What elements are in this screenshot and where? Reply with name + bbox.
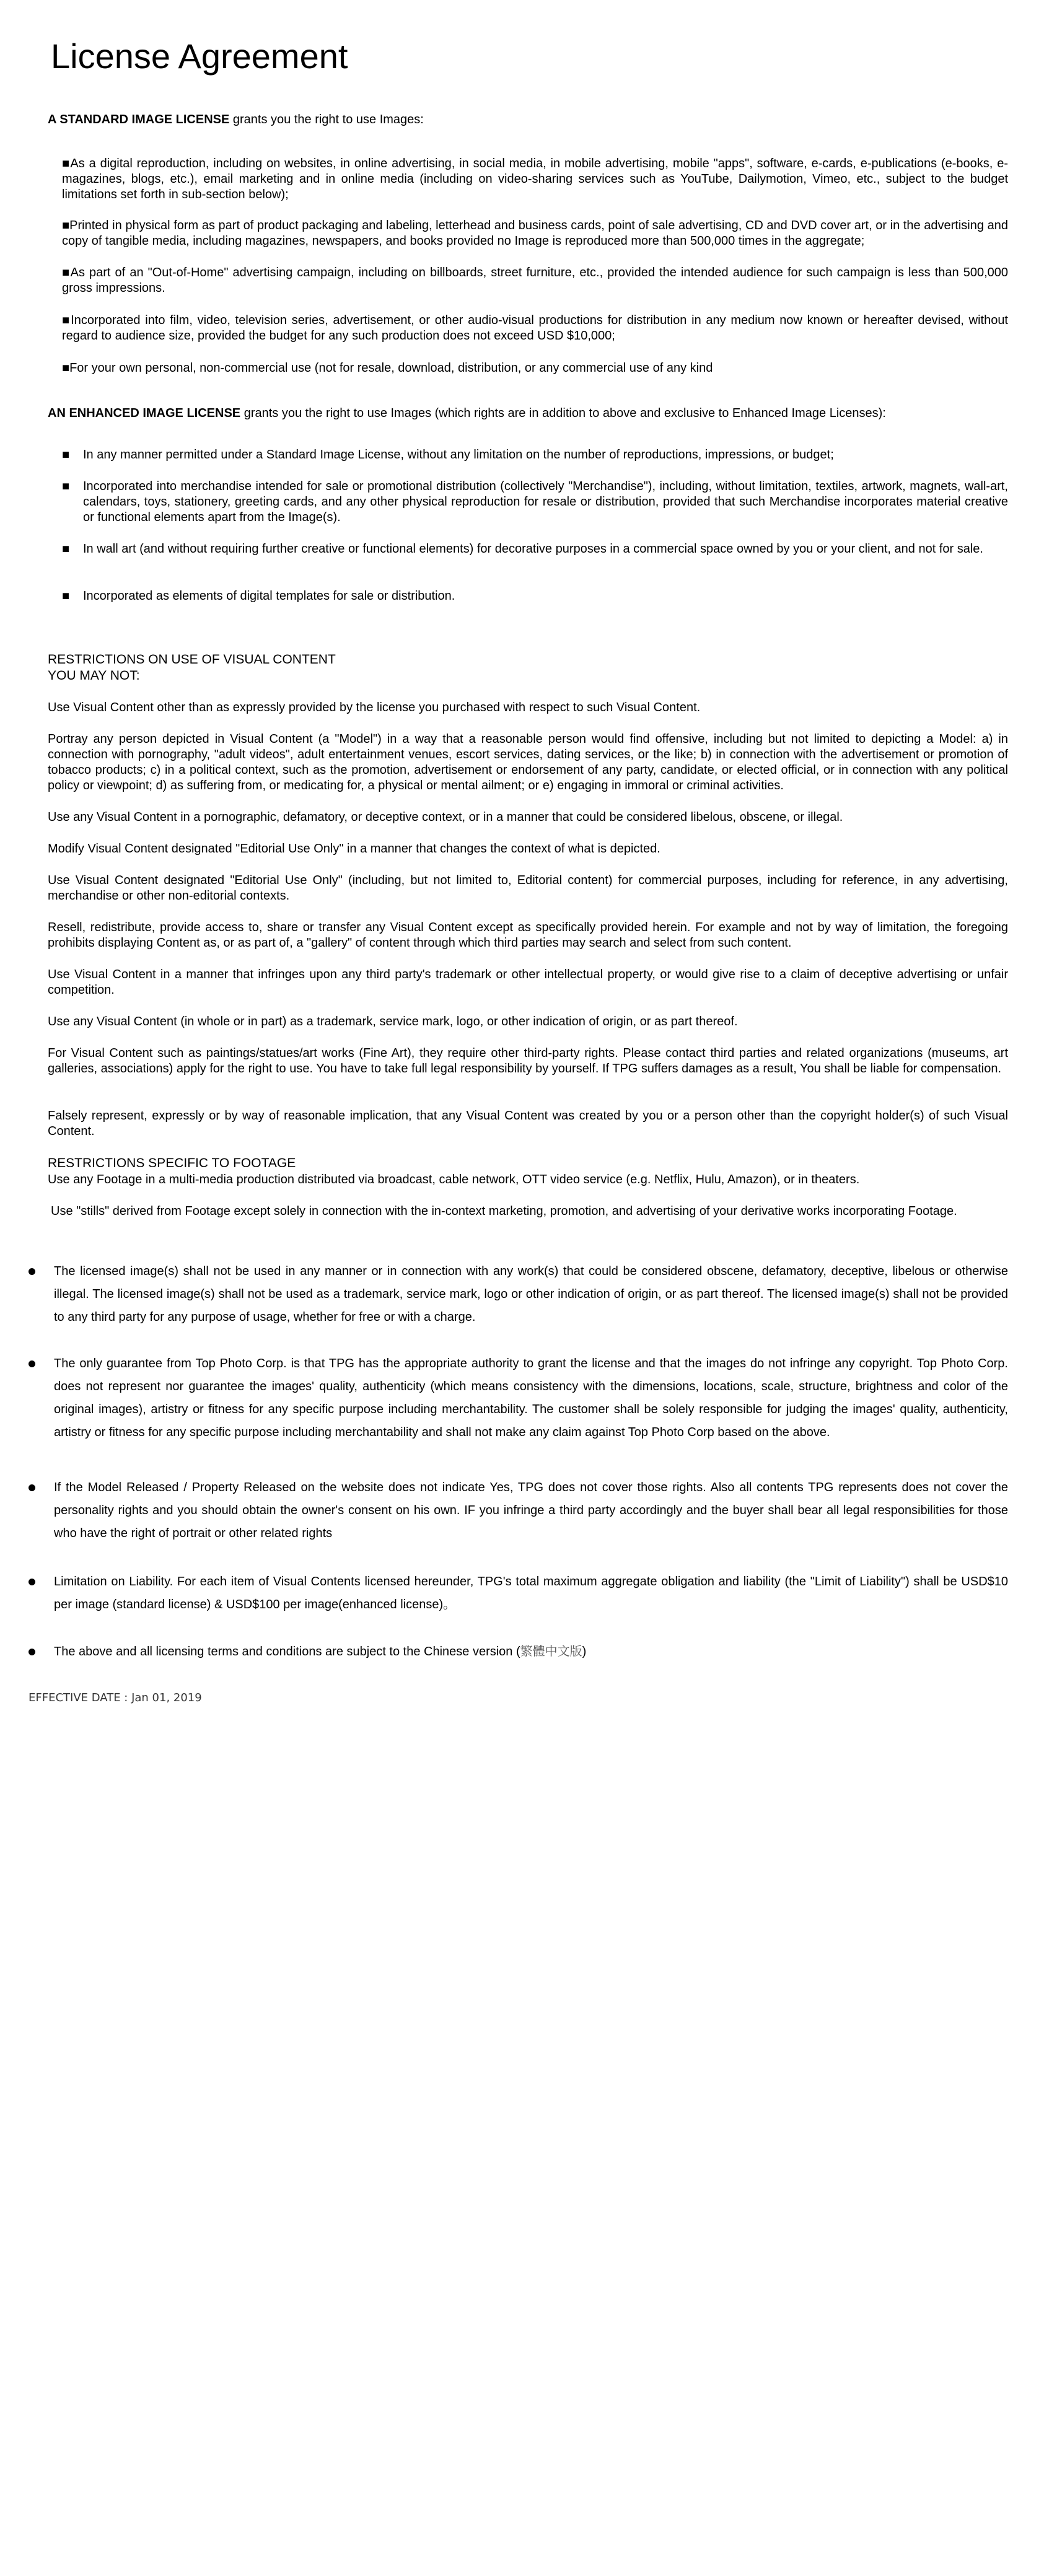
chinese-version-link[interactable]: 繁體中文版 (520, 1645, 582, 1658)
footage-paragraph: Use "stills" derived from Footage except solely in connection with the in-context marketing, promotion, and advertising of your derivative works incorporating Footage. (51, 1204, 957, 1218)
bullet-dot-icon (29, 1268, 35, 1275)
restriction-paragraph: Portray any person depicted in Visual Content (a "Model") in a way that a reasonable person would find offensive, including but not limited to depicting a Model: a) in connection with pornography, "adult videos", adult entertainment venues, escort services, dating services, or the like; b) in connection with the advertisement or promotion of tobacco products; c) in a political context, such as the promotion, advertisement or endorsement of any party, candidate, or elected official, or in connection with any political policy or viewpoint; d) as suffering from, or medicating for, a physical or mental ailment; or e) engaging in immoral or criminal activities. (48, 732, 1008, 792)
restriction-paragraph: Use any Visual Content (in whole or in part) as a trademark, service mark, logo, or other indication of origin, or as part thereof. (48, 1015, 738, 1028)
terms-bullet: Limitation on Liability. For each item of Visual Contents licensed hereunder, TPG's total maximum aggregate obligation and liability (the "Limit of Liability") shall be USD$10 per image (standard license) & USD$100 per image(enhanced license)。 (29, 1571, 1008, 1616)
enhanced-item: ■ Incorporated into merchandise intended for sale or promotional distribution (collectively "Merchandise"), including, without limitation, textiles, artwork, magnets, wall-art, calendars, toys, stationery, greeting cards, and any other physical reproduction for resale or distribution, provided that such Merchandise incorporates material creative or functional elements apart from the Image(s). (62, 480, 1008, 524)
square-bullet-icon: ■ (62, 448, 70, 462)
enhanced-item: ■ In any manner permitted under a Standard Image License, without any limitation on the number of reproductions, impressions, or budget; (62, 448, 834, 462)
standard-item-film: ■Incorporated into film, video, television series, advertisement, or other audio-visual productions for distribution in any medium now known or hereafter devised, without regard to audience size, provided the budget for any such production does not exceed USD $10,000; (62, 313, 1008, 343)
enhanced-item: ■ Incorporated as elements of digital templates for sale or distribution. (62, 589, 455, 603)
restriction-paragraph: Use Visual Content other than as expressly provided by the license you purchased with respect to such Visual Content. (48, 701, 701, 714)
standard-license-text: grants you the right to use Images: (229, 113, 424, 126)
restriction-paragraph: Use Visual Content designated "Editorial Use Only" (including, but not limited to, Editorial content) for commercial purposes, including for reference, in any advertising, merchandise or other non-editorial contexts. (48, 874, 1008, 903)
enhanced-license-lead (48, 405, 996, 421)
restrictions-heading: RESTRICTIONS ON USE OF VISUAL CONTENT (48, 652, 336, 667)
square-bullet-icon: ■ (62, 480, 70, 493)
bullet-dot-icon (29, 1579, 35, 1585)
restriction-paragraph: Falsely represent, expressly or by way of reasonable implication, that any Visual Content was created by you or a person other than the copyright holder(s) of such Visual Content. (48, 1109, 1008, 1138)
restriction-paragraph: Use any Visual Content in a pornographic, defamatory, or deceptive context, or in a manner that could be considered libelous, obscene, or illegal. (48, 810, 843, 824)
standard-license-lead (48, 112, 996, 128)
enhanced-item: ■ In wall art (and without requiring further creative or functional elements) for decorative purposes in a commercial space owned by you or your client, and not for sale. (62, 542, 983, 556)
standard-item-out-of-home: ■As part of an "Out-of-Home" advertising campaign, including on billboards, street furniture, etc., provided the intended audience for such campaign is less than 500,000 gross impressions. (62, 266, 1008, 295)
terms-bullet: The above and all licensing terms and conditions are subject to the Chinese version (繁體中文版) (29, 1641, 1008, 1663)
restriction-paragraph: Use Visual Content in a manner that infringes upon any third party's trademark or other intellectual property, or would give rise to a claim of deceptive advertising or unfair competition. (48, 968, 1008, 997)
effective-date: EFFECTIVE DATE : Jan 01, 2019 (29, 1691, 202, 1704)
restriction-paragraph: Resell, redistribute, provide access to, share or transfer any Visual Content except as specifically provided herein. For example and not by way of limitation, the foregoing prohibits displaying Content as, or as part of, a "gallery" of content through which third parties may search and select from such content. (48, 921, 1008, 950)
enhanced-license-text: grants you the right to use Images (which rights are in addition to above and exclusive to Enhanced Image Licenses): (240, 406, 886, 420)
square-bullet-icon: ■ (62, 542, 70, 556)
square-bullet-icon: ■ (62, 589, 70, 603)
restriction-paragraph: For Visual Content such as paintings/statues/art works (Fine Art), they require other third-party rights. Please contact third parties and related organizations (museums, art galleries, associations) apply for the right to use. You have to take full legal responsibility by yourself. If TPG suffers damages as a result, You shall be liable for compensation. (48, 1046, 1008, 1076)
terms-bullet: The licensed image(s) shall not be used in any manner or in connection with any work(s) that could be considered obscene, defamatory, deceptive, libelous or otherwise illegal. The licensed image(s) shall not be used as a trademark, service mark, logo or other indication of origin, or as part thereof. The licensed image(s) shall not be provided to any third party for any purpose of usage, whether for free or with a charge. (29, 1260, 1008, 1329)
bullet-dot-icon (29, 1360, 35, 1367)
you-may-not-heading: YOU MAY NOT: (48, 668, 140, 683)
restriction-paragraph: Modify Visual Content designated "Editorial Use Only" in a manner that changes the context of what is depicted. (48, 842, 660, 856)
standard-item-digital: ■As a digital reproduction, including on websites, in online advertising, in social media, in mobile advertising, mobile "apps", software, e-cards, e-publications (e-books, e-magazines, blogs, etc.), email marketing and in online media (including on video-sharing services such as YouTube, Dailymotion, Vimeo, etc., subject to the budget limitations set forth in sub-section below); (62, 157, 1008, 201)
standard-item-printed: ■Printed in physical form as part of product packaging and labeling, letterhead and business cards, point of sale advertising, CD and DVD cover art, or in the advertising and copy of tangible media, including magazines, newspapers, and books provided no Image is reproduced more than 500,000 times in the aggregate; (62, 219, 1008, 248)
bullet-dot-icon (29, 1484, 35, 1491)
bullet-dot-icon (29, 1649, 35, 1655)
terms-bullet: If the Model Released / Property Released on the website does not indicate Yes, TPG does not cover those rights. Also all contents TPG represents does not cover the personality rights and you should obtain the owner's consent on his own. IF you infringe a third party accordingly and the buyer shall bear all legal responsibilities for those who have the right of portrait or other related rights (29, 1476, 1008, 1545)
terms-bullet: The only guarantee from Top Photo Corp. is that TPG has the appropriate authority to grant the license and that the images do not infringe any copyright. Top Photo Corp. does not represent nor guarantee the images' quality, authenticity (which means consistency with the dimensions, locations, scale, structure, brightness and color of the original images), artistry or fitness for any specific purpose including merchantability. The customer shall be solely responsible for judging the images' quality, authenticity, artistry or fitness for any specific purpose including merchantability and shall not make any claim against Top Photo Corp based on the above. (29, 1352, 1008, 1444)
footage-paragraph: Use any Footage in a multi-media production distributed via broadcast, cable network, OTT video service (e.g. Netflix, Hulu, Amazon), or in theaters. (48, 1173, 860, 1186)
enhanced-license-label: AN ENHANCED IMAGE LICENSE (48, 406, 241, 420)
standard-item-personal: ■For your own personal, non-commercial use (not for resale, download, distribution, or any commercial use of any kind (62, 361, 713, 375)
standard-license-label: A STANDARD IMAGE LICENSE (48, 113, 230, 126)
page-title: License Agreement (51, 37, 348, 76)
footage-heading: RESTRICTIONS SPECIFIC TO FOOTAGE (48, 1156, 296, 1170)
